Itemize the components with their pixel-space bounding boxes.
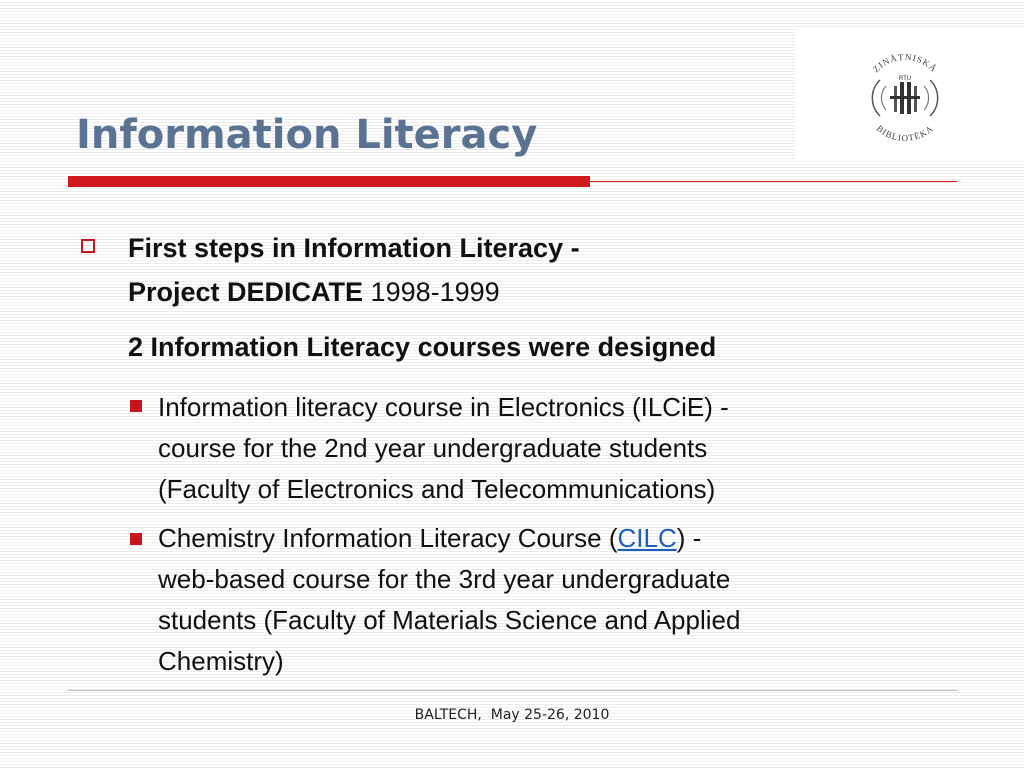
logo-bottom-text: BIBLIOTĒKA [874,123,936,144]
sub-bullet-1-line-1: Information literacy course in Electronics (ILCiE) - [158,392,729,422]
main-bullet-line-2 [128,277,500,308]
title-underline-thin [590,181,957,182]
sub-bullet-2-line-3: students (Faculty of Materials Science and Applied [158,605,741,635]
footer-divider [68,690,957,691]
sub-bullet-2-line-2: web-based course for the 3rd year undergraduate [158,564,731,594]
square-bullet-icon [130,533,142,545]
cilc-link[interactable]: CILC [617,523,677,553]
sub-bullet-2-line-1 [158,523,701,554]
title-underline-bar [68,176,590,187]
logo-center-text: RTU [898,76,912,82]
logo-top-text: ZINĀTNISKĀ [870,51,940,75]
project-name: Project DEDICATE [128,277,364,307]
sub-bullet-2-line-4: Chemistry) [158,646,284,676]
project-years: 1998-1999 [363,277,500,307]
sub-bullet-1-line-3: (Faculty of Electronics and Telecommunications) [158,474,716,504]
logo-panel [795,28,1024,160]
slide-title: Information Literacy [76,112,538,158]
hollow-square-bullet-icon [81,239,95,253]
library-seal-logo [850,40,960,150]
footer-text: BALTECH, May 25-26, 2010 [414,707,610,723]
sub-bullet-1-line-2: course for the 2nd year undergraduate students [158,433,708,463]
main-bullet-line-3: 2 Information Literacy courses were designed [128,332,717,362]
sub-bullet-2-text-after: ) - [676,523,702,553]
main-bullet-line-1: First steps in Information Literacy - [128,233,580,263]
square-bullet-icon [130,400,142,412]
sub-bullet-2-text-before: Chemistry Information Literacy Course ( [158,523,618,553]
